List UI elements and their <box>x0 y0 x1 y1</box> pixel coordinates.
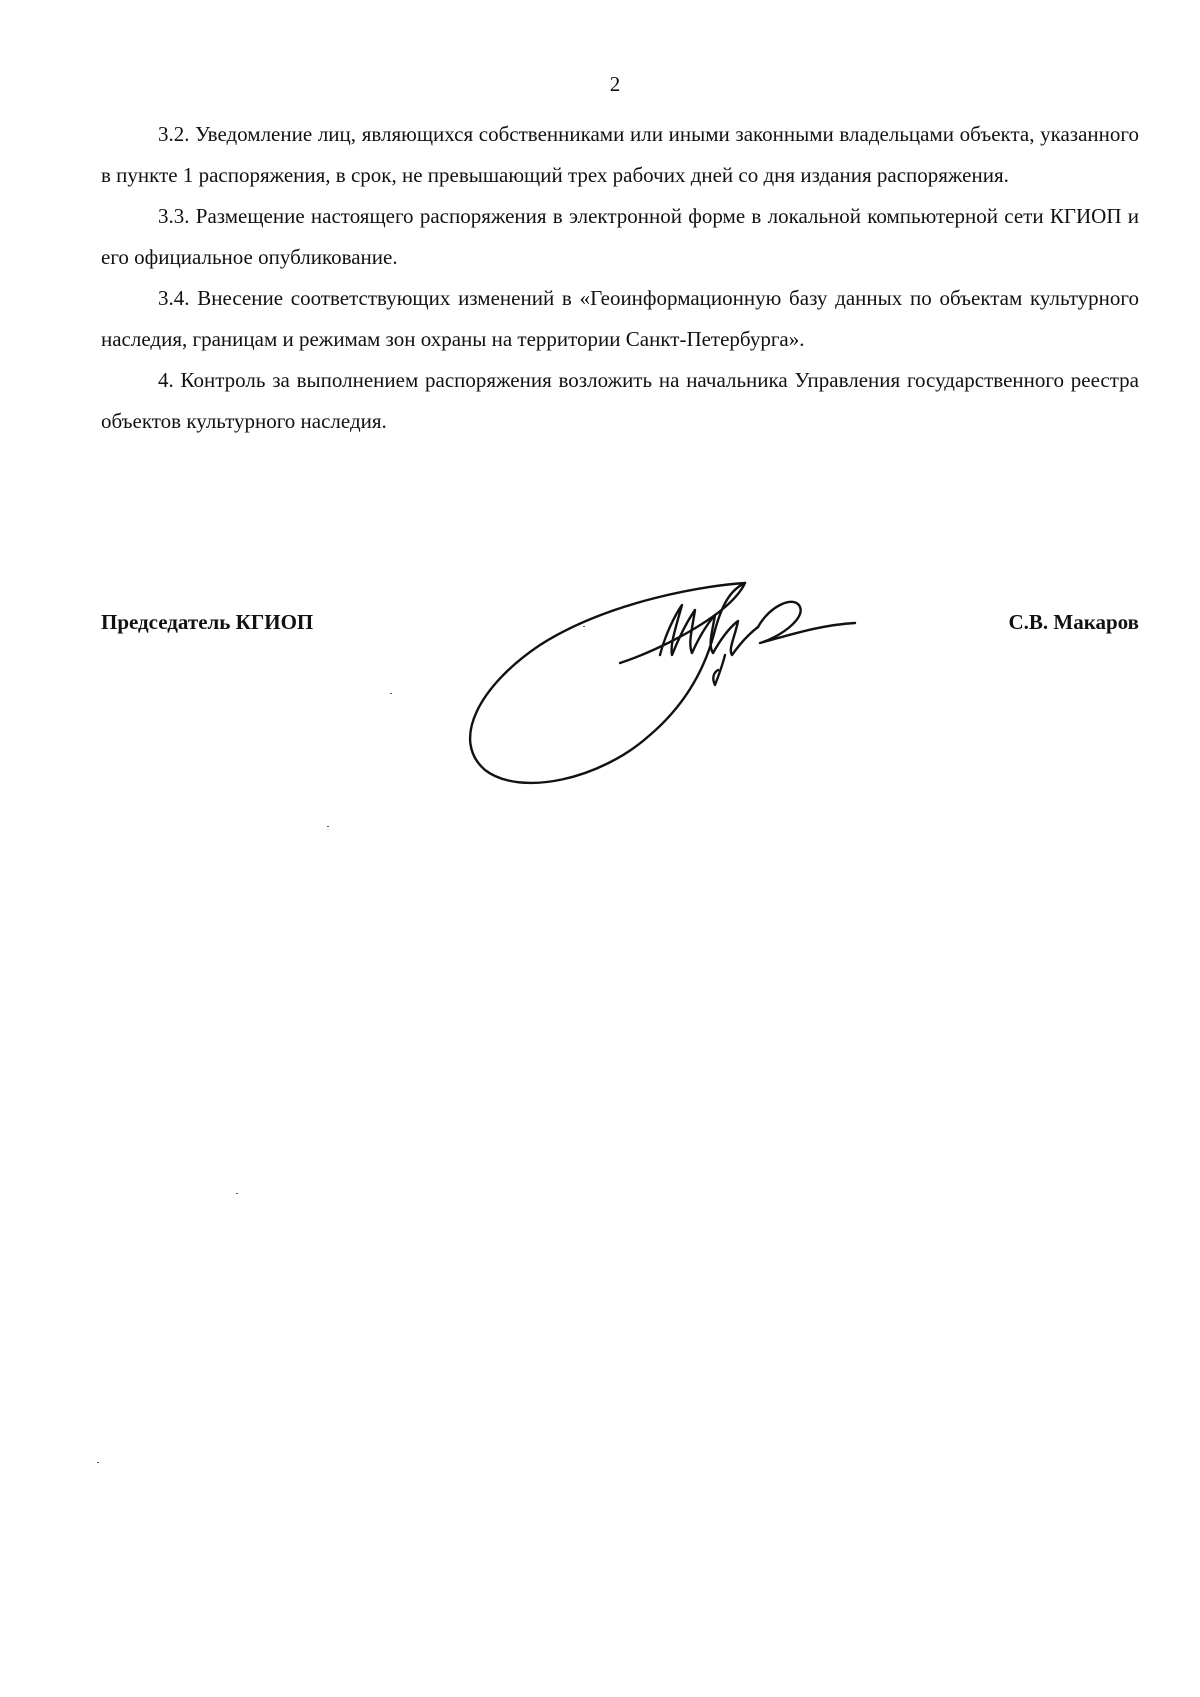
signature-tail-stroke <box>758 602 855 643</box>
scan-speck <box>97 1462 99 1463</box>
paragraph-3-2: 3.2. Уведомление лиц, являющихся собственниками или иными законными владельцами объекта, указанного в пункте 1 распоряжения, в срок, не превышающий трех рабочих дней со дня издания распоряжения. <box>101 122 1139 187</box>
document-body <box>101 114 1139 442</box>
scan-speck <box>236 1193 238 1194</box>
scan-speck <box>583 626 585 627</box>
handwritten-signature <box>460 575 930 795</box>
signature-hook-stroke <box>713 655 725 685</box>
page-number: 2 <box>609 72 621 96</box>
signer-title: Председатель КГИОП <box>101 610 314 634</box>
paragraph-3-4: 3.4. Внесение соответствующих изменений в «Геоинформационную базу данных по объектам культурного наследия, границам и режимам зон охраны на территории Санкт-Петербурга». <box>101 286 1139 351</box>
paragraph-4: 4. Контроль за выполнением распоряжения возложить на начальника Управления государственного реестра объектов культурного наследия. <box>101 368 1139 433</box>
signature-loop-stroke <box>470 583 745 783</box>
signer-name: С.В. Макаров <box>1008 610 1139 634</box>
paragraph-3-3: 3.3. Размещение настоящего распоряжения в электронной форме в локальной компьютерной сети КГИОП и его официальное опубликование. <box>101 204 1139 269</box>
scan-speck <box>327 826 329 827</box>
signature-slash-stroke <box>620 583 745 663</box>
scan-speck <box>390 693 392 694</box>
